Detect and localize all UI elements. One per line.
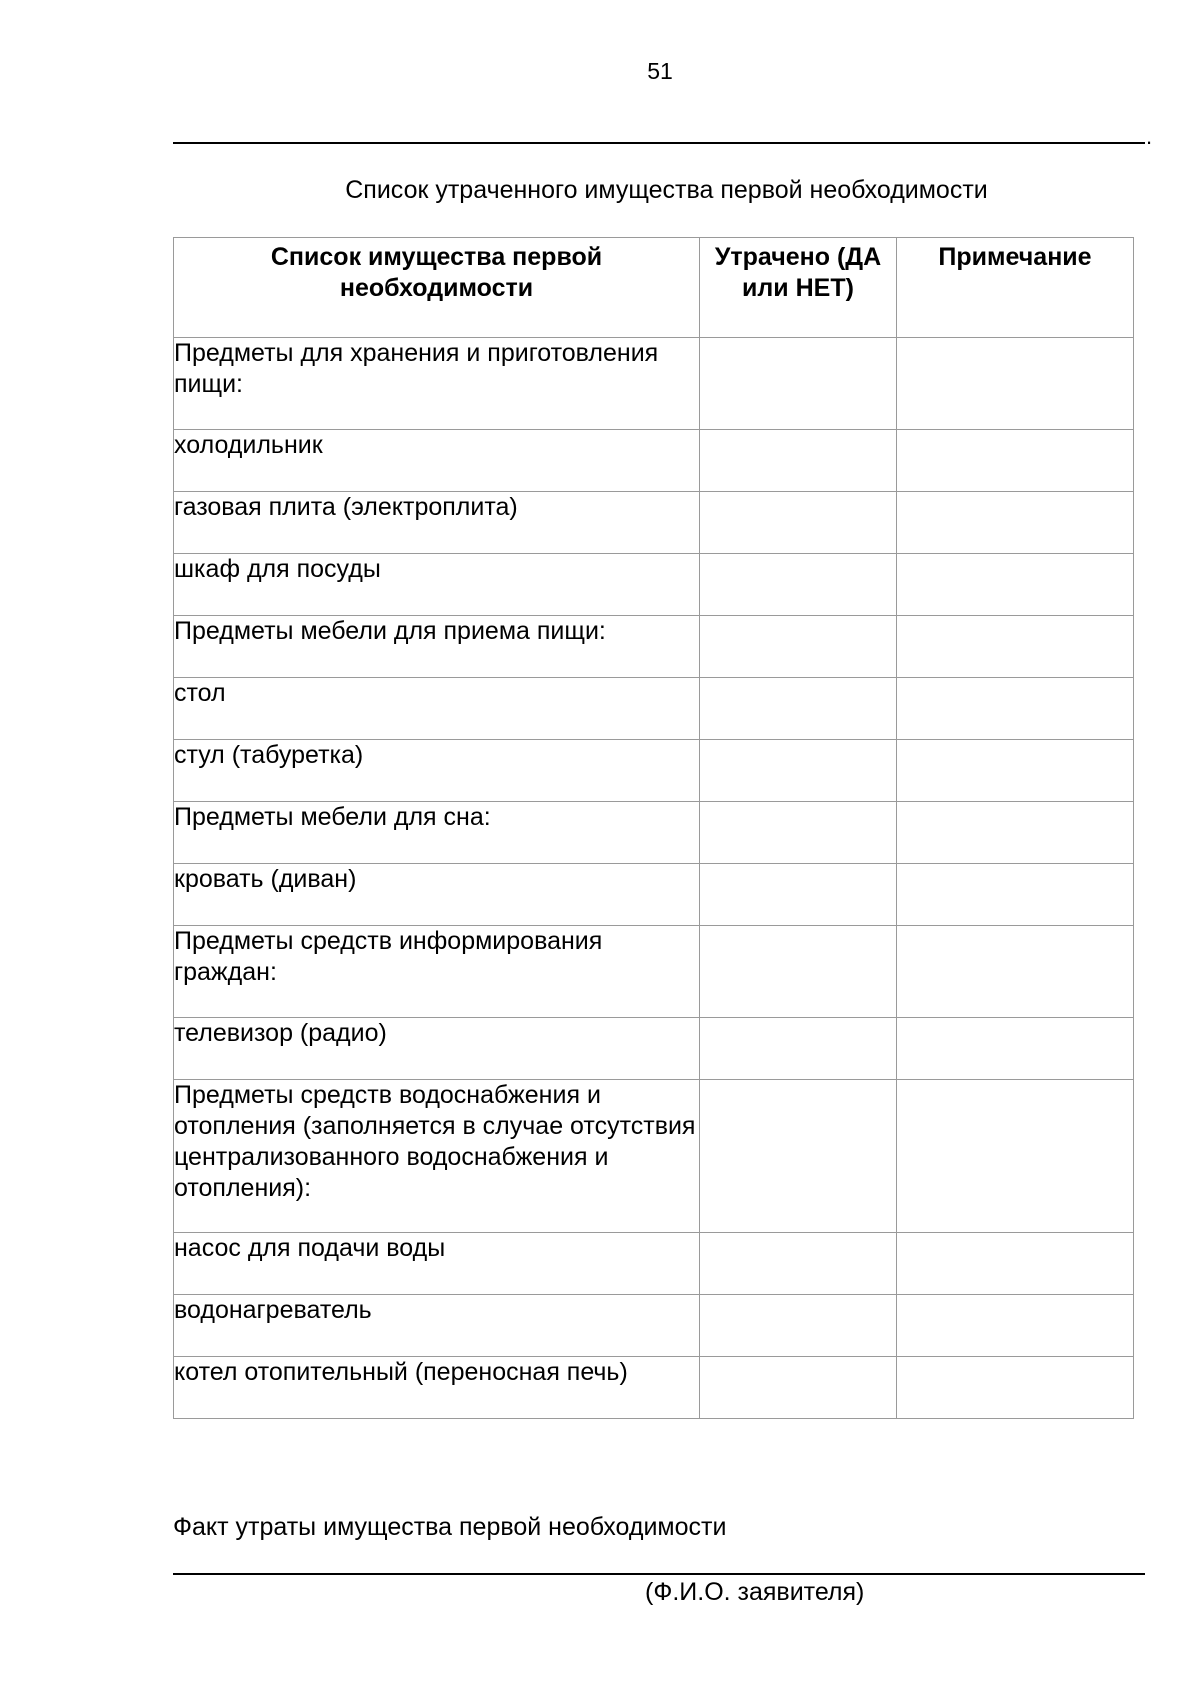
note-cell[interactable] — [897, 554, 1134, 616]
table-row — [174, 1357, 1134, 1419]
top-rule — [173, 142, 1145, 144]
table-row — [174, 926, 1134, 1018]
document-title: Список утраченного имущества первой необходимости — [345, 176, 988, 204]
item-cell: кровать (диван) — [174, 864, 700, 926]
item-cell: Предметы мебели для приема пищи: — [174, 616, 700, 678]
note-cell[interactable] — [897, 1018, 1134, 1080]
item-cell: насос для подачи воды — [174, 1233, 700, 1295]
property-table — [173, 237, 1134, 1419]
lost-cell[interactable] — [700, 802, 897, 864]
lost-cell[interactable] — [700, 1233, 897, 1295]
header-item: Список имущества первой необходимости — [174, 238, 700, 338]
item-cell: водонагреватель — [174, 1295, 700, 1357]
page-number: 51 — [647, 58, 673, 84]
lost-cell[interactable] — [700, 1357, 897, 1419]
note-cell[interactable] — [897, 338, 1134, 430]
item-cell: Предметы для хранения и приготовления пищи: — [174, 338, 700, 430]
lost-cell[interactable] — [700, 338, 897, 430]
note-cell[interactable] — [897, 430, 1134, 492]
note-cell[interactable] — [897, 492, 1134, 554]
applicant-name-caption: (Ф.И.О. заявителя) — [645, 1578, 865, 1606]
header-lost: Утрачено (ДА или НЕТ) — [700, 238, 897, 338]
note-cell[interactable] — [897, 1080, 1134, 1233]
item-cell: стол — [174, 678, 700, 740]
note-cell[interactable] — [897, 864, 1134, 926]
lost-cell[interactable] — [700, 430, 897, 492]
item-cell: Предметы мебели для сна: — [174, 802, 700, 864]
table-row — [174, 430, 1134, 492]
table-row — [174, 802, 1134, 864]
table-row — [174, 740, 1134, 802]
note-cell[interactable] — [897, 802, 1134, 864]
note-cell[interactable] — [897, 616, 1134, 678]
fact-of-loss-label: Факт утраты имущества первой необходимости — [173, 1513, 727, 1541]
lost-cell[interactable] — [700, 492, 897, 554]
table-row — [174, 1080, 1134, 1233]
item-cell: котел отопительный (переносная печь) — [174, 1357, 700, 1419]
note-cell[interactable] — [897, 1295, 1134, 1357]
lost-cell[interactable] — [700, 1295, 897, 1357]
lost-cell[interactable] — [700, 616, 897, 678]
item-cell: шкаф для посуды — [174, 554, 700, 616]
item-cell: холодильник — [174, 430, 700, 492]
note-cell[interactable] — [897, 740, 1134, 802]
note-cell[interactable] — [897, 1233, 1134, 1295]
note-cell[interactable] — [897, 926, 1134, 1018]
item-cell: Предметы средств информирования граждан: — [174, 926, 700, 1018]
top-rule-mark: . — [1146, 124, 1153, 149]
table-row — [174, 492, 1134, 554]
table-row — [174, 678, 1134, 740]
table-row — [174, 616, 1134, 678]
lost-cell[interactable] — [700, 554, 897, 616]
lost-cell[interactable] — [700, 740, 897, 802]
header-note: Примечание — [897, 238, 1134, 338]
note-cell[interactable] — [897, 1357, 1134, 1419]
lost-cell[interactable] — [700, 1018, 897, 1080]
table-row — [174, 864, 1134, 926]
item-cell: стул (табуретка) — [174, 740, 700, 802]
signature-line[interactable] — [173, 1573, 1145, 1575]
lost-cell[interactable] — [700, 1080, 897, 1233]
table-row — [174, 338, 1134, 430]
lost-cell[interactable] — [700, 926, 897, 1018]
table-row — [174, 1233, 1134, 1295]
lost-cell[interactable] — [700, 864, 897, 926]
table-header-row — [174, 238, 1134, 338]
table-row — [174, 1295, 1134, 1357]
table-row — [174, 554, 1134, 616]
item-cell: Предметы средств водоснабжения и отопления (заполняется в случае отсутствия централизованного водоснабжения и отопления): — [174, 1080, 700, 1233]
item-cell: телевизор (радио) — [174, 1018, 700, 1080]
lost-cell[interactable] — [700, 678, 897, 740]
item-cell: газовая плита (электроплита) — [174, 492, 700, 554]
note-cell[interactable] — [897, 678, 1134, 740]
table-row — [174, 1018, 1134, 1080]
